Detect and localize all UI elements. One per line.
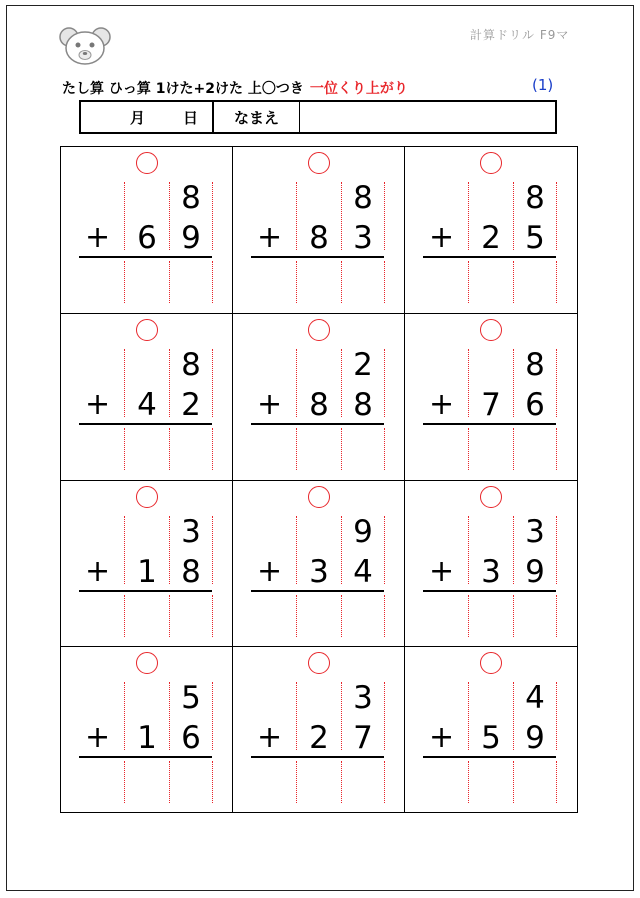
bottom-tens-digit: 1 (137, 554, 157, 590)
top-digit: 3 (525, 514, 545, 550)
column-guide (124, 595, 125, 637)
answer-area[interactable] (300, 765, 386, 803)
plus-sign: + (429, 387, 455, 422)
carry-circle[interactable] (136, 152, 158, 174)
column-guide (296, 516, 297, 584)
bottom-tens-digit: 8 (309, 387, 329, 423)
plus-sign: + (85, 220, 111, 255)
column-guide (212, 516, 213, 584)
date-field[interactable] (81, 102, 214, 132)
column-guide (296, 761, 297, 803)
bottom-tens-digit: 7 (481, 387, 501, 423)
column-guide (169, 182, 170, 250)
column-guide (212, 682, 213, 750)
top-digit: 9 (353, 514, 373, 550)
sum-line (423, 423, 556, 425)
name-date-box (79, 100, 557, 134)
plus-sign: + (429, 554, 455, 589)
column-guide (169, 682, 170, 750)
carry-circle[interactable] (136, 486, 158, 508)
column-guide (296, 349, 297, 417)
problem-cell (405, 314, 577, 480)
sum-line (79, 423, 212, 425)
bottom-ones-digit: 9 (525, 554, 545, 590)
problem-cell (61, 314, 233, 480)
bottom-ones-digit: 6 (181, 720, 201, 756)
sum-line (79, 590, 212, 592)
answer-area[interactable] (472, 599, 558, 637)
plus-sign: + (257, 554, 283, 589)
bottom-tens-digit: 4 (137, 387, 157, 423)
sum-line (79, 256, 212, 258)
bottom-tens-digit: 5 (481, 720, 501, 756)
answer-area[interactable] (472, 432, 558, 470)
column-guide (513, 516, 514, 584)
name-field[interactable] (300, 102, 555, 132)
column-guide (296, 261, 297, 303)
column-guide (124, 261, 125, 303)
column-guide (384, 349, 385, 417)
bottom-tens-digit: 3 (481, 554, 501, 590)
column-guide (384, 516, 385, 584)
plus-sign: + (85, 554, 111, 589)
column-guide (296, 428, 297, 470)
column-guide (468, 349, 469, 417)
bottom-ones-digit: 9 (525, 720, 545, 756)
column-guide (513, 682, 514, 750)
top-digit: 8 (181, 180, 201, 216)
column-guide (124, 682, 125, 750)
column-guide (296, 682, 297, 750)
worksheet-title (62, 78, 408, 98)
carry-circle[interactable] (136, 319, 158, 341)
column-guide (468, 595, 469, 637)
top-digit: 8 (353, 180, 373, 216)
plus-sign: + (257, 220, 283, 255)
bottom-ones-digit: 3 (353, 220, 373, 256)
carry-circle[interactable] (308, 152, 330, 174)
bottom-tens-digit: 2 (309, 720, 329, 756)
plus-sign: + (429, 220, 455, 255)
plus-sign: + (429, 720, 455, 755)
top-digit: 8 (525, 180, 545, 216)
column-guide (384, 182, 385, 250)
column-guide (468, 428, 469, 470)
title-highlight: 一位くり上がり (309, 81, 408, 97)
carry-circle[interactable] (480, 486, 502, 508)
answer-area[interactable] (300, 599, 386, 637)
problem-cell (233, 647, 405, 813)
carry-circle[interactable] (308, 652, 330, 674)
column-guide (296, 182, 297, 250)
column-guide (124, 428, 125, 470)
brand-label: 計算ドリル F9マ (470, 28, 570, 42)
problem-cell (61, 481, 233, 647)
plus-sign: + (257, 387, 283, 422)
bottom-tens-digit: 8 (309, 220, 329, 256)
carry-circle[interactable] (480, 319, 502, 341)
bottom-ones-digit: 8 (353, 387, 373, 423)
bottom-tens-digit: 6 (137, 220, 157, 256)
column-guide (556, 182, 557, 250)
column-guide (468, 682, 469, 750)
answer-area[interactable] (128, 432, 214, 470)
carry-circle[interactable] (308, 319, 330, 341)
sum-line (251, 256, 384, 258)
sum-line (251, 590, 384, 592)
plus-sign: + (85, 720, 111, 755)
top-digit: 3 (353, 680, 373, 716)
top-digit: 2 (353, 347, 373, 383)
sum-line (251, 423, 384, 425)
title-main: たし算 ひっ算 1けた+2けた 上〇つき (62, 81, 304, 97)
answer-area[interactable] (128, 265, 214, 303)
column-guide (556, 516, 557, 584)
column-guide (513, 349, 514, 417)
sum-line (423, 256, 556, 258)
carry-circle[interactable] (480, 652, 502, 674)
bottom-ones-digit: 6 (525, 387, 545, 423)
problem-cell (405, 647, 577, 813)
problem-cell (233, 314, 405, 480)
problem-set-number: (1) (532, 76, 554, 94)
problem-cell (233, 481, 405, 647)
column-guide (341, 349, 342, 417)
column-guide (124, 182, 125, 250)
column-guide (341, 682, 342, 750)
sum-line (251, 756, 384, 758)
column-guide (513, 182, 514, 250)
answer-area[interactable] (300, 432, 386, 470)
top-digit: 4 (525, 680, 545, 716)
day-label: 日 (183, 108, 199, 127)
bear-logo-icon (58, 24, 112, 66)
answer-area[interactable] (472, 265, 558, 303)
column-guide (124, 349, 125, 417)
carry-circle[interactable] (308, 486, 330, 508)
top-digit: 8 (181, 347, 201, 383)
bottom-ones-digit: 2 (181, 387, 201, 423)
answer-area[interactable] (472, 765, 558, 803)
column-guide (341, 516, 342, 584)
problem-cell (61, 147, 233, 313)
top-digit: 8 (525, 347, 545, 383)
carry-circle[interactable] (136, 652, 158, 674)
name-label: なまえ (233, 108, 279, 127)
column-guide (169, 516, 170, 584)
column-guide (468, 516, 469, 584)
bottom-tens-digit: 3 (309, 554, 329, 590)
top-digit: 3 (181, 514, 201, 550)
answer-area[interactable] (128, 599, 214, 637)
column-guide (468, 261, 469, 303)
answer-area[interactable] (128, 765, 214, 803)
column-guide (296, 595, 297, 637)
sum-line (79, 756, 212, 758)
carry-circle[interactable] (480, 152, 502, 174)
bottom-ones-digit: 9 (181, 220, 201, 256)
plus-sign: + (85, 387, 111, 422)
top-digit: 5 (181, 680, 201, 716)
problem-cell (233, 147, 405, 313)
bottom-tens-digit: 2 (481, 220, 501, 256)
column-guide (124, 761, 125, 803)
column-guide (212, 349, 213, 417)
bottom-ones-digit: 7 (353, 720, 373, 756)
problem-cell (61, 647, 233, 813)
column-guide (341, 182, 342, 250)
column-guide (212, 182, 213, 250)
column-guide (384, 682, 385, 750)
sum-line (423, 756, 556, 758)
column-guide (169, 349, 170, 417)
bottom-tens-digit: 1 (137, 720, 157, 756)
column-guide (556, 349, 557, 417)
problem-grid (60, 146, 578, 813)
sum-line (423, 590, 556, 592)
answer-area[interactable] (300, 265, 386, 303)
problem-cell (405, 147, 577, 313)
column-guide (468, 761, 469, 803)
column-guide (556, 682, 557, 750)
column-guide (468, 182, 469, 250)
problem-cell (405, 481, 577, 647)
name-label-cell (214, 102, 300, 132)
bottom-ones-digit: 5 (525, 220, 545, 256)
bottom-ones-digit: 4 (353, 554, 373, 590)
bottom-ones-digit: 8 (181, 554, 201, 590)
month-label: 月 (130, 108, 146, 127)
plus-sign: + (257, 720, 283, 755)
column-guide (124, 516, 125, 584)
